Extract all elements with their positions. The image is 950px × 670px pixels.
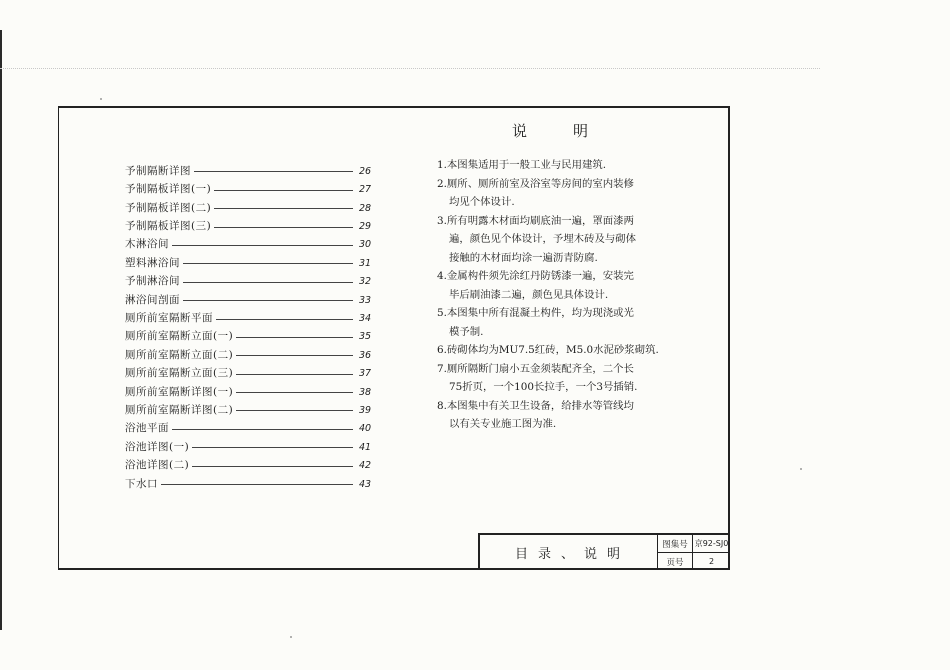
title-block-row-atlas [658,535,730,552]
toc-entry-label: 淋浴间剖面 [125,293,180,306]
toc-entry [125,232,381,250]
toc-entry-page: 41 [359,441,372,453]
note-line: 遍，颜色见个体设计，予埋木砖及与砌体 [449,233,637,245]
note-line: 接触的木材面均涂一遍沥青防腐. [449,251,598,264]
notes-title: 说明 [512,122,635,140]
toc-entry-label: 塑料淋浴间 [125,256,180,269]
toc-entry-page: 36 [359,349,372,361]
note-line: 7.厕所隔断门扇小五金须装配齐全，二个长 [437,362,634,375]
toc-entry [125,471,381,489]
title-block-key: 页号 [658,553,693,570]
toc-entry-label: 厕所前室隔断平面 [125,312,213,325]
toc-entry [125,360,381,378]
toc-leader-line [192,447,353,448]
note-line: 4.金属构件须先涂红丹防锈漆一遍，安装完 [437,270,634,282]
toc-entry [125,324,381,342]
title-block-row-page [658,552,730,570]
toc-leader-line [172,245,353,246]
toc-entry-label: 予制淋浴间 [125,275,180,288]
toc-entry [125,415,381,433]
toc-entry-label: 浴池详图(一) [125,440,190,453]
toc-leader-line [236,392,353,393]
toc-leader-line [236,337,353,338]
toc-entry [125,176,381,194]
scan-speck [100,98,102,100]
toc-entry-label: 予制隔板详图(三) [125,220,212,233]
toc-entry-label: 木淋浴间 [125,238,169,251]
toc-entry [125,342,381,360]
toc-entry-page: 27 [359,184,372,196]
toc-leader-line [214,227,353,228]
toc-leader-line [214,190,353,191]
toc-entry [125,268,381,286]
toc-leader-line [183,300,353,301]
toc-entry-page: 43 [359,478,372,490]
toc-entry-label: 下水口 [125,477,158,490]
toc-entry-page: 40 [359,423,372,435]
note-line: 3.所有明露木材面均刷底油一遍，罩面漆两 [437,214,634,227]
toc-leader-line [236,374,353,375]
toc-entry [125,434,381,452]
toc-entry [125,195,381,213]
toc-leader-line [194,171,353,172]
toc-entry-label: 厕所前室隔断详图(二) [125,403,234,416]
note-line: 75折页，一个100长拉手，一个3号插销. [449,381,638,393]
toc-entry [125,305,381,323]
toc-entry-label: 予制隔板详图(一) [125,183,212,196]
toc-entry-page: 33 [359,294,372,306]
toc-entry-page: 34 [359,313,372,325]
toc-entry [125,213,381,231]
toc-leader-line [183,282,353,283]
title-block-key: 图集号 [658,535,693,552]
note-line: 6.砖砌体均为MU7.5红砖，M5.0水泥砂浆砌筑. [437,344,659,356]
note-line: 以有关专业施工图为准. [449,418,557,430]
toc-entry [125,250,381,268]
note-line: 毕后刷油漆二遍，颜色见具体设计. [449,288,609,301]
toc-entry-page: 42 [359,460,372,472]
note-line: 1.本图集适用于一般工业与民用建筑. [437,159,607,171]
toc-leader-line [172,429,353,430]
toc-entry-label: 予制隔断详图 [125,164,191,177]
toc-entry-page: 37 [359,368,372,380]
scan-artifact-line [0,68,820,69]
toc-leader-line [236,355,353,356]
toc-leader-line [161,484,353,485]
note-line: 均见个体设计. [449,196,515,208]
title-block-value: 2 [708,557,715,566]
toc-entry-label: 浴池平面 [125,422,169,435]
toc-entry-page: 26 [359,165,372,177]
title-block [478,533,730,570]
title-block-value: 京92-SJ0 [694,539,729,548]
toc-entry [125,452,381,470]
note-line: 5.本图集中所有混凝土构件，均为现浇或光 [437,307,634,319]
toc-entry-page: 28 [359,202,372,214]
toc-entry [125,287,381,305]
toc-leader-line [216,319,353,320]
toc-leader-line [192,466,353,467]
toc-entry-page: 39 [359,404,372,416]
scan-speck [290,636,292,638]
scan-edge-shadow [0,30,2,630]
toc-entry-label: 厕所前室隔断详图(一) [125,385,234,398]
title-block-title: 目录、说明 [480,535,658,570]
note-line: 模予制. [449,325,484,338]
toc-entry-page: 29 [359,221,372,233]
toc-entry-page: 31 [359,257,372,269]
toc-entry-page: 30 [359,239,372,251]
toc-entry [125,379,381,397]
toc-entry-page: 38 [359,386,372,398]
notes-body [437,156,699,434]
toc-leader-line [214,208,353,209]
toc-entry-label: 厕所前室隔断立面(三) [125,367,234,380]
table-of-contents [125,158,381,489]
toc-entry-label: 浴池详图(二) [125,459,190,472]
toc-entry-label: 厕所前室隔断立面(二) [125,348,234,361]
note-line: 8.本图集中有关卫生设备，给排水等管线均 [437,399,634,412]
toc-entry [125,158,381,176]
toc-entry-label: 予制隔板详图(二) [125,201,212,214]
toc-leader-line [236,410,353,411]
toc-entry [125,397,381,415]
toc-leader-line [183,263,353,264]
note-line: 2.厕所、厕所前室及浴室等房间的室内装修 [437,177,634,190]
title-block-meta [658,535,730,570]
scan-speck [800,468,802,470]
toc-entry-page: 35 [359,331,372,343]
toc-entry-label: 厕所前室隔断立面(一) [125,330,234,343]
toc-entry-page: 32 [359,276,372,288]
